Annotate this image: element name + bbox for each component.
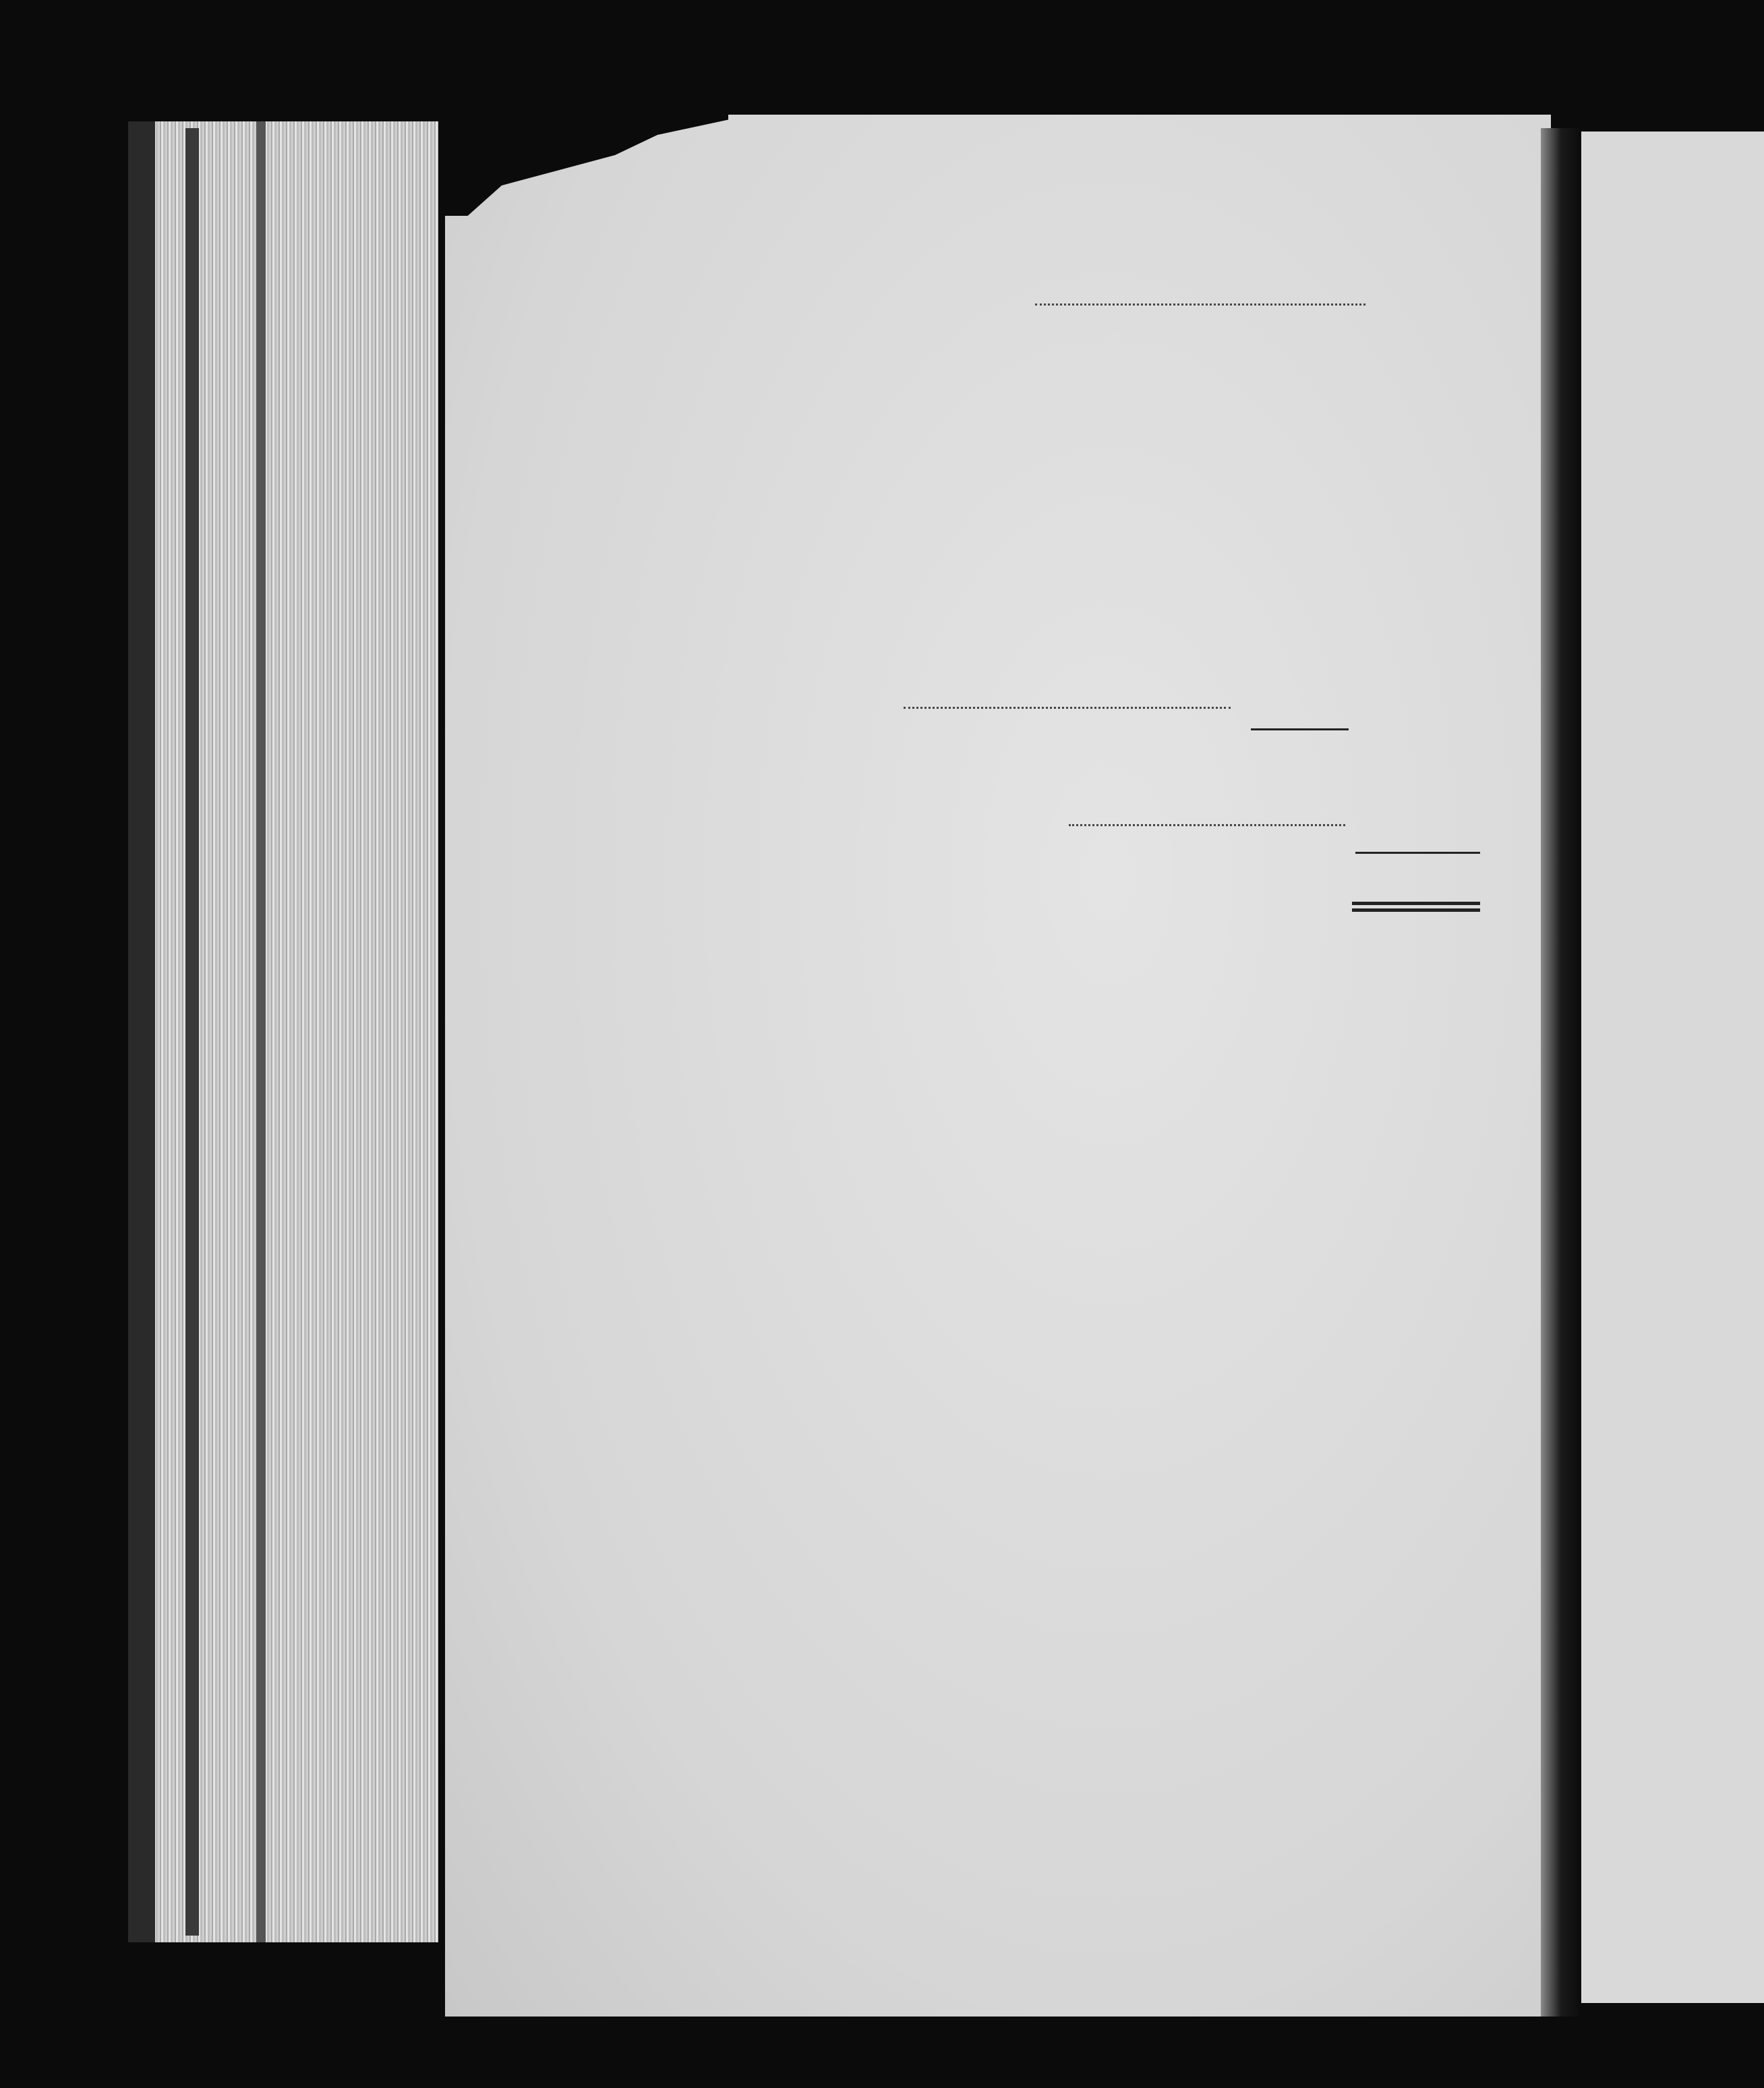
double-rule [1352,902,1480,905]
book-page [445,115,1551,2017]
leader-dots [904,707,1231,709]
book-edge-shadow [128,121,155,1942]
sum-rule [1355,852,1480,854]
leader-dots [1069,824,1345,826]
sum-rule [1251,728,1349,730]
double-rule [1352,908,1480,912]
book-page-stack [128,121,438,1942]
leader-dots [1035,303,1365,306]
book-gutter [1541,128,1581,2017]
book-edge-shadow [185,128,199,1936]
book-edge-shadow [256,121,266,1942]
next-page-fragment [1581,132,1764,2003]
